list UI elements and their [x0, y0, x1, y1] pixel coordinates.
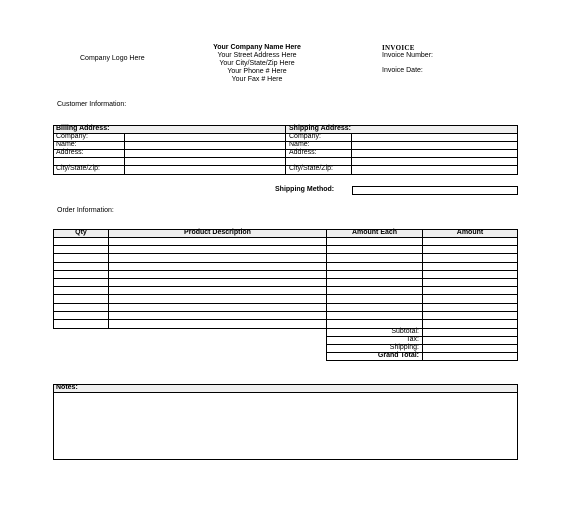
billing-address-label: Address:	[56, 149, 84, 156]
order-line-item-row[interactable]	[54, 312, 517, 319]
company-name: Your Company Name Here	[213, 44, 301, 51]
order-line-item-row[interactable]	[54, 246, 517, 253]
notes-label: Notes:	[56, 384, 78, 391]
grand-total-label: Grand Total:	[377, 352, 419, 359]
company-fax: Your Fax # Here	[231, 76, 283, 83]
tax-field[interactable]	[423, 337, 517, 344]
notes-field[interactable]	[54, 393, 517, 459]
order-line-item-row[interactable]	[54, 304, 517, 311]
company-city-state-zip: Your City/State/Zip Here	[219, 60, 295, 67]
shipping-address-header: Shipping Address:	[289, 125, 351, 132]
order-line-item-row[interactable]	[54, 279, 517, 286]
company-street: Your Street Address Here	[217, 52, 297, 59]
order-line-item-row[interactable]	[54, 254, 517, 261]
shipping-company-label: Company:	[289, 133, 321, 140]
invoice-date-label: Invoice Date:	[382, 67, 423, 74]
billing-address-header: Billing Address:	[56, 125, 110, 132]
customer-info-heading: Customer Information:	[57, 101, 127, 108]
order-line-item-row[interactable]	[54, 271, 517, 278]
billing-name-label: Name:	[56, 141, 77, 148]
shipping-name-field[interactable]	[352, 142, 517, 149]
shipping-address-label: Address:	[289, 149, 317, 156]
order-line-item-row[interactable]	[54, 295, 517, 302]
order-line-item-row[interactable]	[54, 287, 517, 294]
order-line-item-row[interactable]	[54, 238, 517, 245]
shipping-address-field[interactable]	[352, 150, 517, 165]
billing-company-label: Company:	[56, 133, 88, 140]
subtotal-label: Subtotal:	[391, 328, 419, 335]
shipping-label: Shipping:	[389, 344, 419, 351]
shipping-field[interactable]	[423, 345, 517, 352]
invoice-title: INVOICE	[382, 44, 415, 52]
billing-company-field[interactable]	[125, 134, 284, 141]
billing-city-state-zip-field[interactable]	[125, 166, 284, 174]
company-logo-placeholder: Company Logo Here	[80, 55, 145, 62]
billing-city-state-zip-label: City/State/Zip:	[56, 165, 100, 172]
company-phone: Your Phone # Here	[227, 68, 287, 75]
order-info-heading: Order Information:	[57, 207, 114, 214]
col-amount-header: Amount	[456, 229, 484, 236]
shipping-name-label: Name:	[289, 141, 310, 148]
billing-address-field[interactable]	[125, 150, 284, 165]
shipping-city-state-zip-label: City/State/Zip:	[289, 165, 333, 172]
col-qty-header: Qty	[75, 229, 87, 236]
shipping-method-label: Shipping Method:	[275, 186, 335, 193]
shipping-method-field[interactable]	[352, 186, 518, 195]
col-amount-each-header: Amount Each	[351, 229, 398, 236]
shipping-company-field[interactable]	[352, 134, 517, 141]
tax-label: Tax:	[406, 336, 419, 343]
col-description-header: Product Description	[184, 229, 251, 236]
order-row-line	[53, 319, 518, 320]
billing-name-field[interactable]	[125, 142, 284, 149]
shipping-city-state-zip-field[interactable]	[352, 166, 517, 174]
subtotal-field[interactable]	[423, 329, 517, 336]
order-line-item-row[interactable]	[54, 263, 517, 270]
grand-total-field[interactable]	[423, 353, 517, 360]
invoice-number-label: Invoice Number:	[382, 52, 433, 59]
